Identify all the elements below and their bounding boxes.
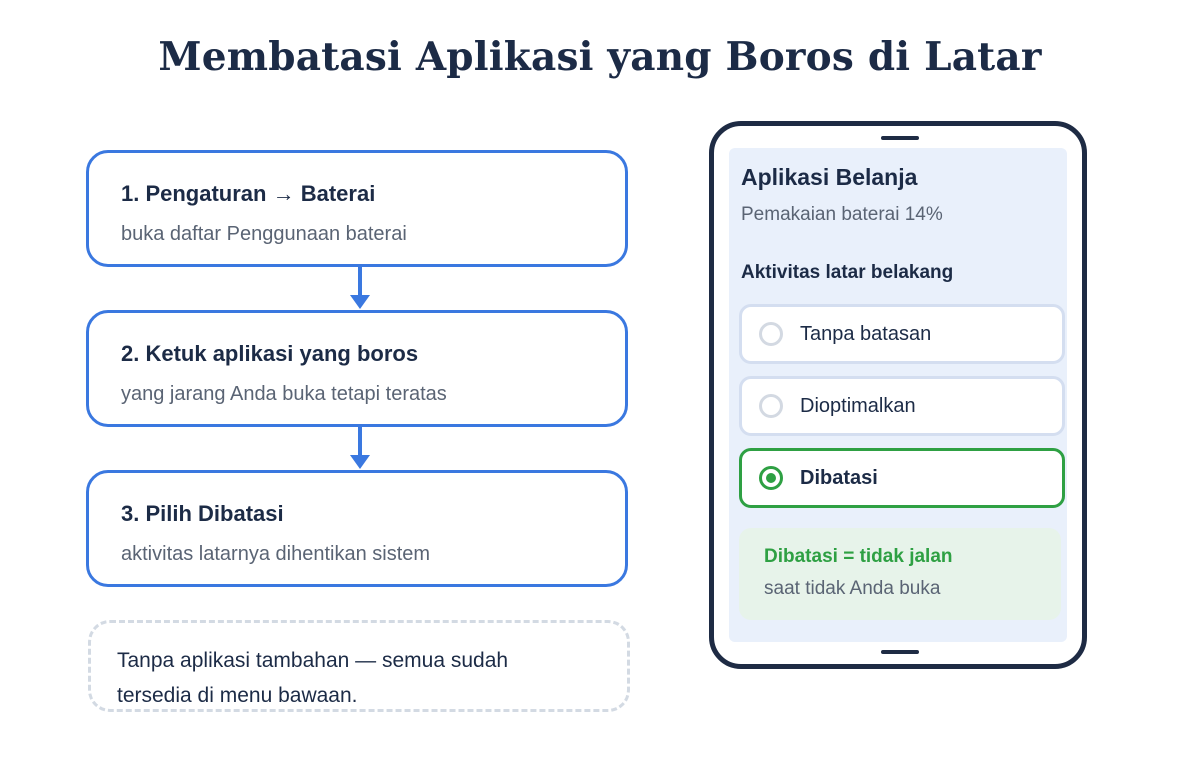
phone-screen bbox=[729, 148, 1067, 642]
step-card-1 bbox=[86, 150, 628, 267]
step-title: 1. Pengaturan → Baterai bbox=[121, 181, 376, 206]
arrow-down-icon bbox=[350, 427, 370, 471]
info-title: Dibatasi = tidak jalan bbox=[764, 546, 953, 567]
step-title: 3. Pilih Dibatasi bbox=[121, 501, 284, 526]
option-label: Tanpa batasan bbox=[800, 323, 932, 345]
home-indicator bbox=[881, 650, 919, 654]
option-dioptimalkan[interactable] bbox=[739, 376, 1065, 436]
option-dibatasi[interactable] bbox=[739, 448, 1065, 508]
info-box bbox=[739, 528, 1061, 620]
step-subtitle: buka daftar Penggunaan baterai bbox=[121, 223, 407, 245]
radio-unchecked-icon[interactable] bbox=[759, 322, 783, 346]
step-subtitle: aktivitas latarnya dihentikan sistem bbox=[121, 543, 431, 565]
step-subtitle: yang jarang Anda buka tetapi teratas bbox=[121, 383, 447, 405]
page-title: Membatasi Aplikasi yang Boros di Latar bbox=[158, 34, 1042, 80]
option-label: Dibatasi bbox=[800, 467, 878, 489]
radio-checked-icon[interactable] bbox=[759, 466, 783, 490]
radio-unchecked-icon[interactable] bbox=[759, 394, 783, 418]
section-label: Aktivitas latar belakang bbox=[741, 262, 954, 283]
app-name: Aplikasi Belanja bbox=[741, 164, 918, 190]
step-title: 2. Ketuk aplikasi yang boros bbox=[121, 341, 419, 366]
tip-note-text: Tanpa aplikasi tambahan — semua sudah tersedia di menu bawaan. bbox=[117, 649, 509, 707]
phone-mockup bbox=[709, 121, 1087, 669]
tip-note bbox=[88, 620, 630, 712]
phone-speaker bbox=[881, 136, 919, 140]
info-subtitle: saat tidak Anda buka bbox=[764, 578, 941, 599]
arrow-down-icon bbox=[350, 267, 370, 311]
step-card-3 bbox=[86, 470, 628, 587]
step-card-2 bbox=[86, 310, 628, 427]
battery-usage: Pemakaian baterai 14% bbox=[741, 204, 943, 225]
option-label: Dioptimalkan bbox=[800, 395, 916, 417]
option-tanpa-batasan[interactable] bbox=[739, 304, 1065, 364]
